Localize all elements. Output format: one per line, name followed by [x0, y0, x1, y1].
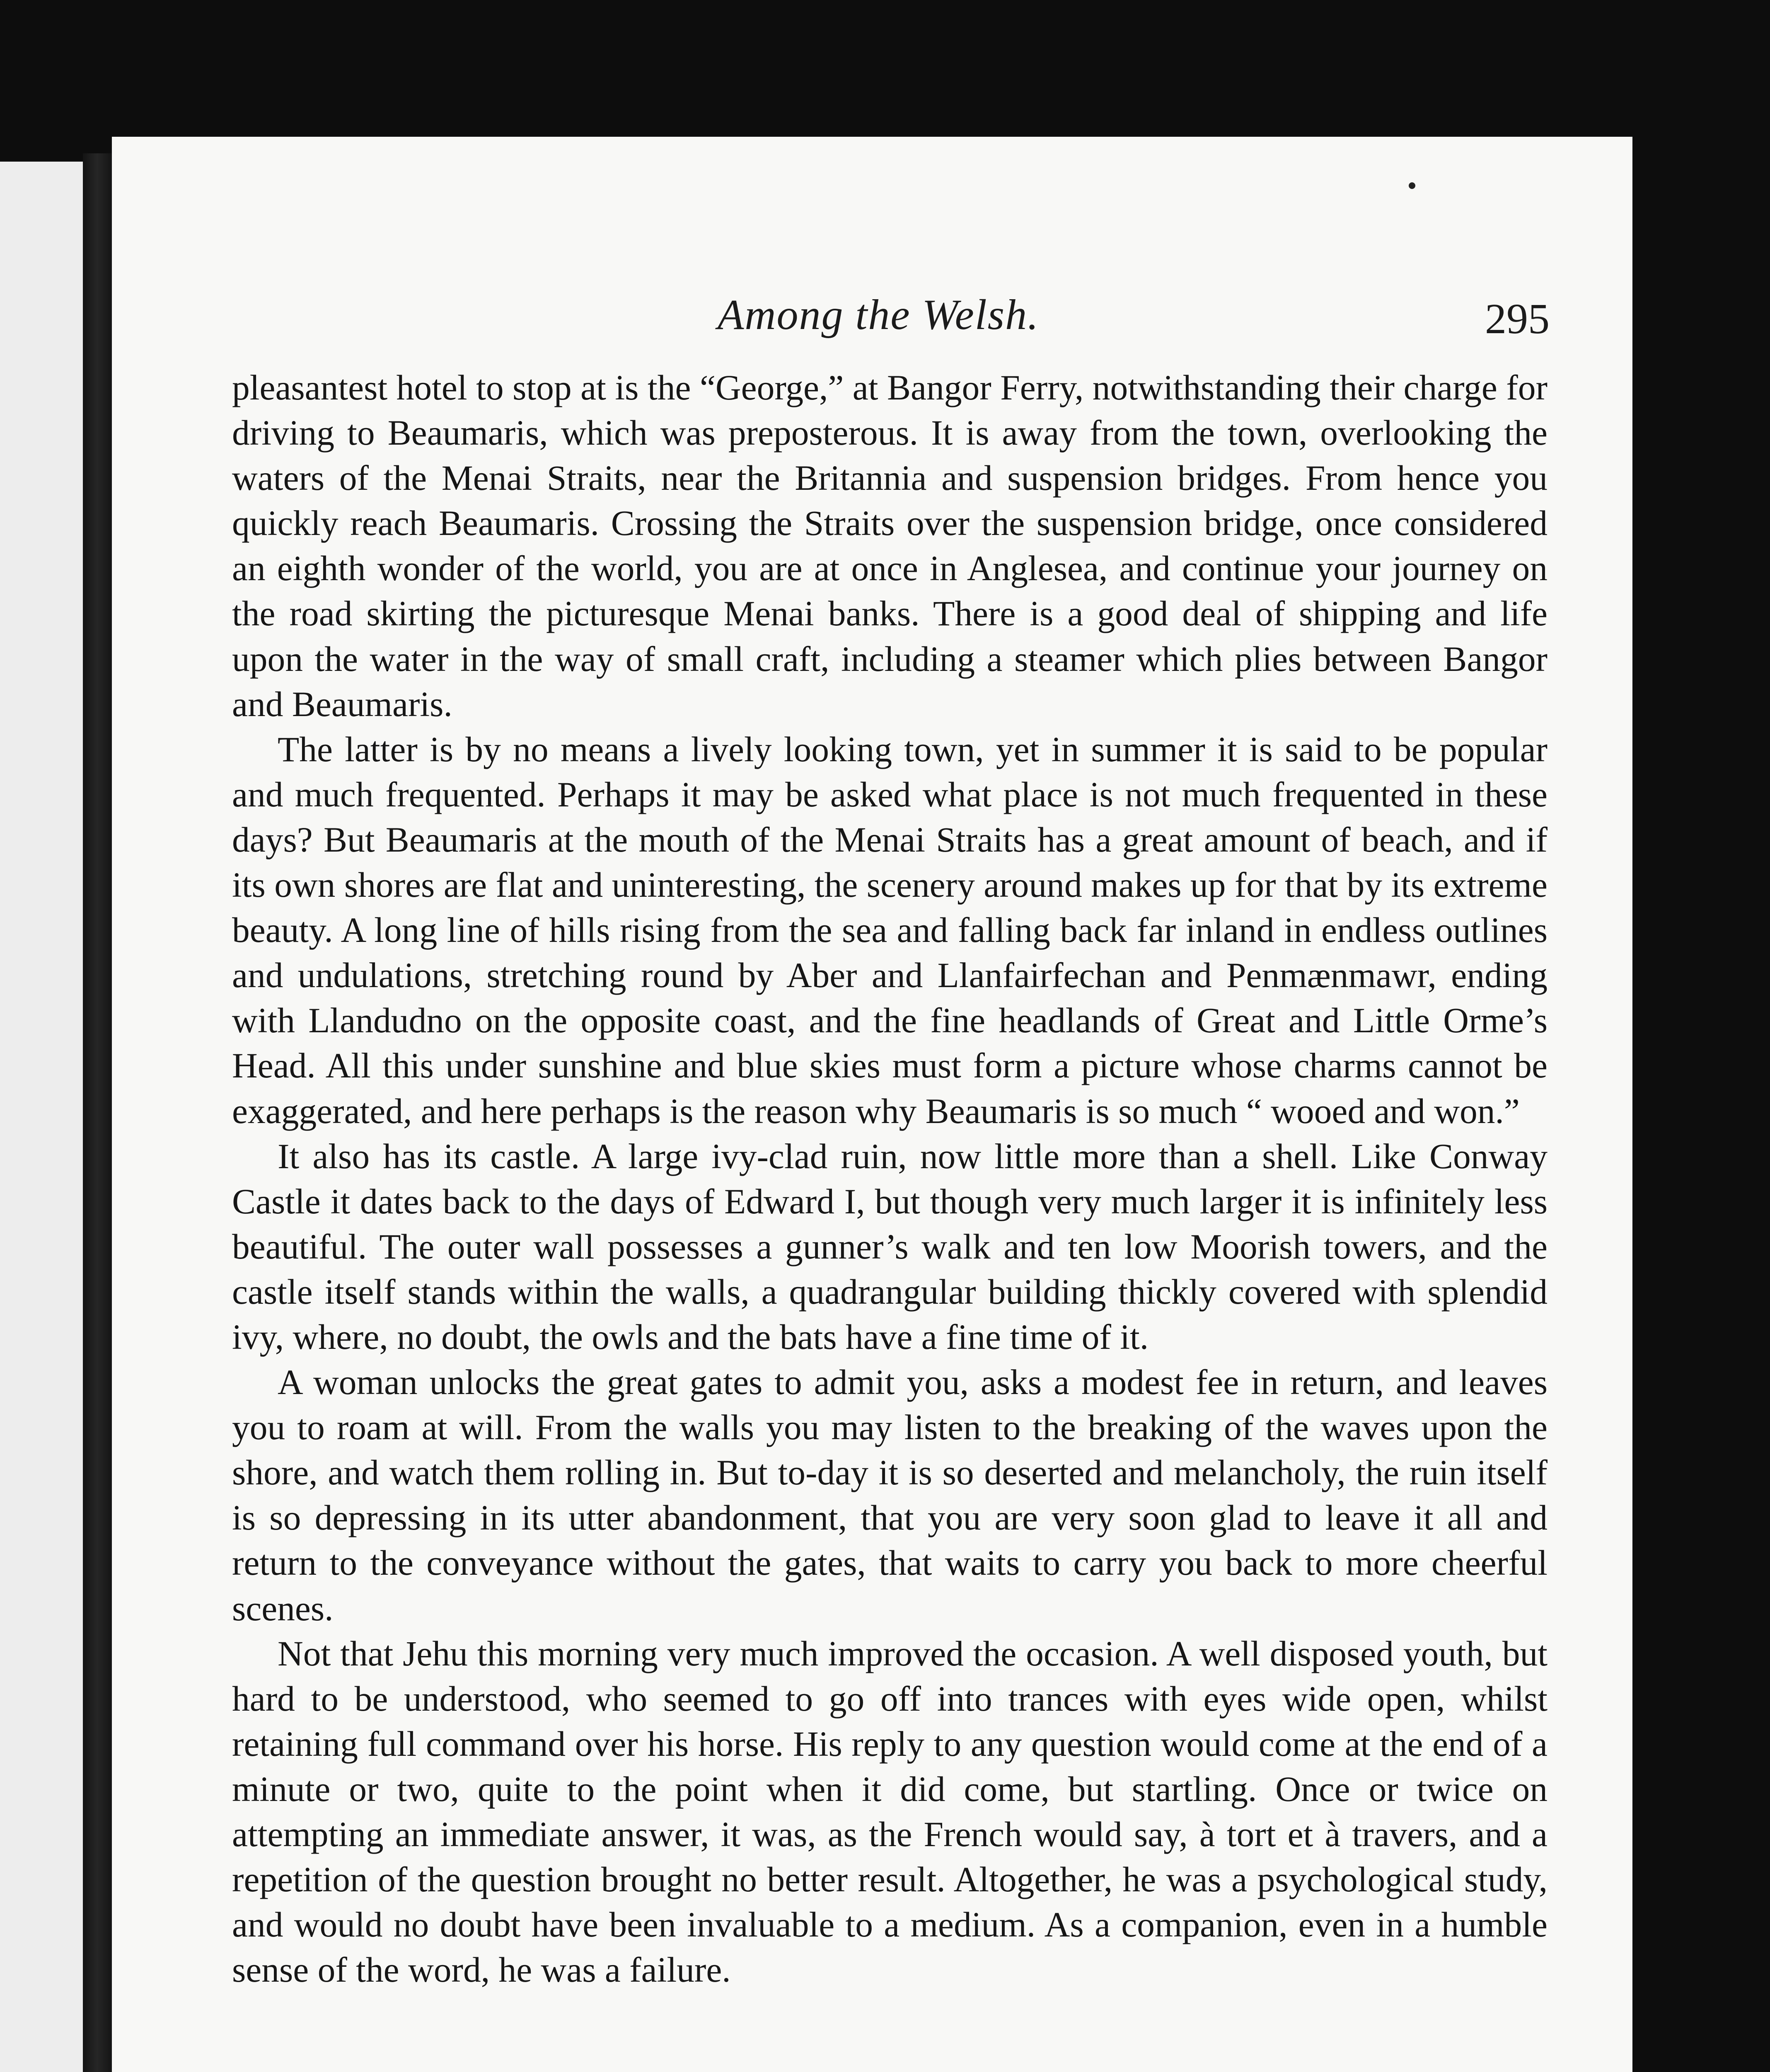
ink-speck	[1409, 182, 1415, 189]
book-page	[112, 137, 1632, 2072]
facing-page-edge	[0, 162, 83, 2072]
paragraph: A woman unlocks the great gates to admit you, asks a modest fee in return, and leaves you to roam at will. From the walls you may listen to the breaking of the waves upon the shore, and watch them rolling in. But to-day it is so deserted and melancholy, the ruin itself is so depressing in its utter abandonment, that you are very soon glad to leave it all and return to the conveyance without the gates, that waits to carry you back to more cheerful scenes.	[232, 1363, 1548, 1628]
book-gutter	[83, 153, 112, 2072]
paragraph: It also has its castle. A large ivy-clad ruin, now little more than a shell. Like Conway Castle it dates back to the days of Edward I, but though very much larger it is infinitely less beautiful. The outer wall possesses a gunner’s walk and ten low Moorish towers, and the castle itself stands within the walls, a quadrangular building thickly covered with splendid ivy, where, no doubt, the owls and the bats have a fine time of it.	[232, 1137, 1548, 1357]
page-number: 295	[1485, 295, 1550, 343]
paragraph: pleasantest hotel to stop at is the “George,” at Bangor Ferry, notwithstanding their charge for driving to Beaumaris, which was preposterous. It is away from the town, overlooking the waters of the Menai Straits, near the Britannia and suspension bridges. From hence you quickly reach Beaumaris. Crossing the Straits over the suspension bridge, once considered an eighth wonder of the world, you are at once in Anglesea, and continue your journey on the road skirting the picturesque Menai banks. There is a good deal of shipping and life upon the water in the way of small craft, including a steamer which plies between Bangor and Beaumaris.	[232, 368, 1548, 724]
paragraph: The latter is by no means a lively looking town, yet in summer it is said to be popular and much frequented. Perhaps it may be asked what place is not much frequented in these days? But Beaumaris at the mouth of the Menai Straits has a great amount of beach, and if its own shores are flat and uninteresting, the scenery around makes up for that by its extreme beauty. A long line of hills rising from the sea and falling back far inland in endless outlines and undulations, stretching round by Aber and Llanfairfechan and Penmænmawr, ending with Llandudno on the opposite coast, and the fine headlands of Great and Little Orme’s Head. All this under sunshine and blue skies must form a picture whose charms cannot be exaggerated, and here perhaps is the reason why Beaumaris is so much “ wooed and won.”	[232, 730, 1548, 1131]
running-head: Among the Welsh.	[717, 291, 1040, 339]
body-text	[232, 366, 1548, 1993]
paragraph: Not that Jehu this morning very much improved the occasion. A well disposed youth, but hard to be understood, who seemed to go off into trances with eyes wide open, whilst retaining full command over his horse. His reply to any question would come at the end of a minute or two, quite to the point when it did come, but startling. Once or twice on attempting an immediate answer, it was, as the French would say, à tort et à travers, and a repetition of the question brought no better result. Altogether, he was a psychological study, and would no doubt have been invaluable to a medium. As a companion, even in a humble sense of the word, he was a failure.	[232, 1634, 1548, 1990]
